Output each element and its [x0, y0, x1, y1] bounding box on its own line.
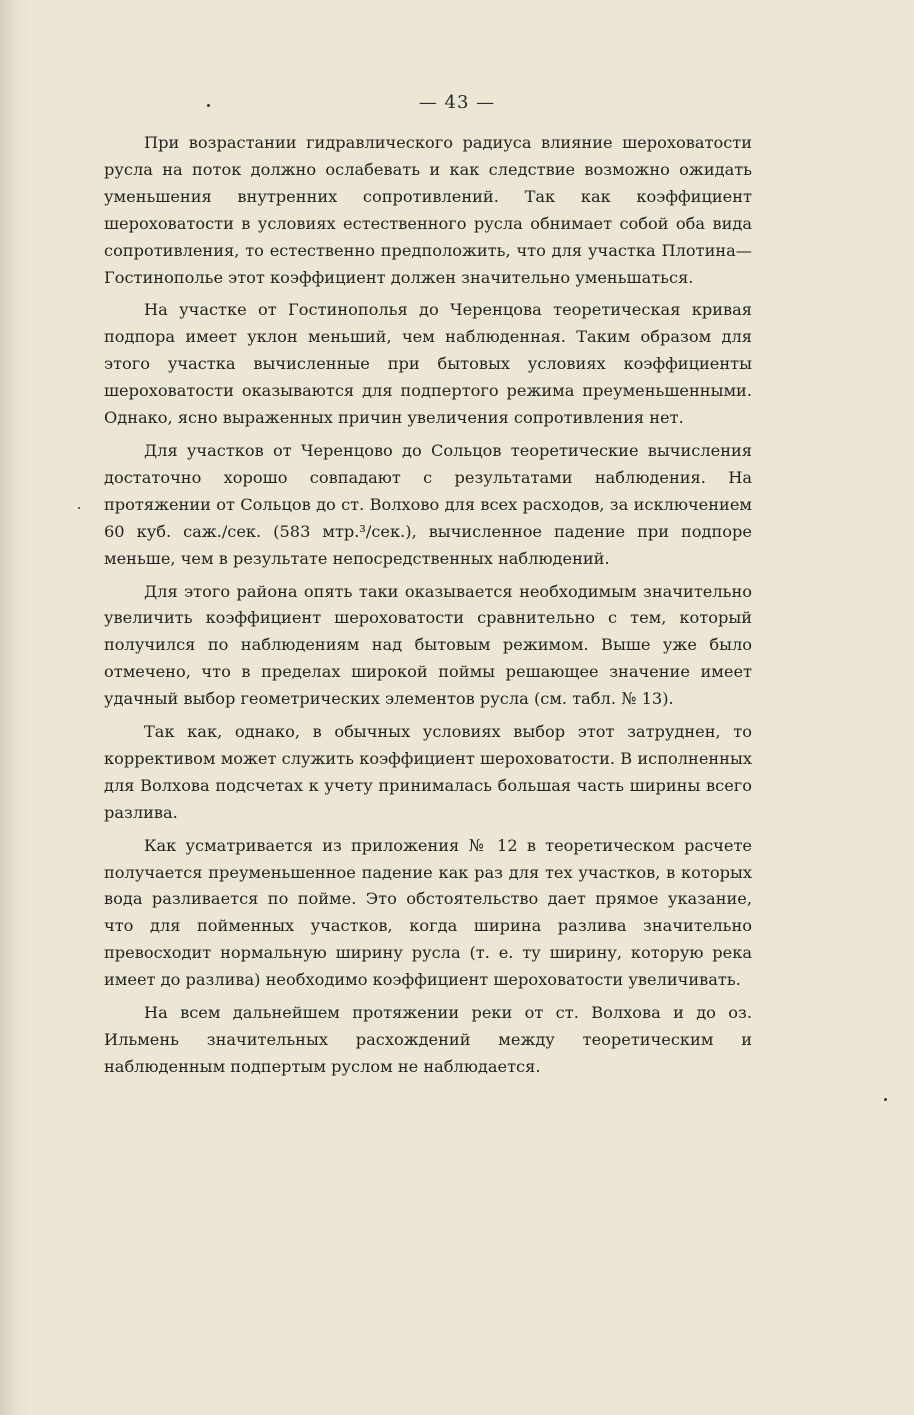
body-text [104, 130, 752, 1087]
paragraph-2: На участке от Гостинополья до Черенцова теоретическая кривая подпора имеет уклон меньший, чем наблюденная. Таким образом для этого участка вычисленные при бытовых условиях коэффициенты шероховатости оказываются для подпертого режима преуменьшенными. Однако, ясно выраженных причин увеличения сопротивления нет. [104, 300, 752, 428]
paragraph-4: Для этого района опять таки оказывается необходимым значительно увеличить коэффициент шероховатости сравнительно с тем, который получился по наблюдениям над бытовым режимом. Выше уже было отмечено, что в пределах широкой поймы решающее значение имеет удачный выбор геометрических элементов русла (см. табл. № 13). [104, 581, 752, 709]
paragraph-7: На всем дальнейшем протяжении реки от ст. Волхова и до оз. Ильмень значительных расхождений между теоретическим и наблюденным подпертым руслом не наблюдается. [104, 1003, 752, 1076]
paragraph-3: Для участков от Черенцово до Сольцов теоретические вычисления достаточно хорошо совпадают с результатами наблюдения. На протяжении от Сольцов до ст. Волхово для всех расходов, за исключением 60 куб. саж./сек. (583 мтр.³/сек.), вычисленное падение при подпоре меньше, чем в результате непосредственных наблюдений. [104, 440, 752, 568]
paragraph-5: Так как, однако, в обычных условиях выбор этот затруднен, то коррективом может служить коэффициент шероховатости. В исполненных для Волхова подсчетах к учету принималась большая часть ширины всего разлива. [104, 722, 752, 822]
paragraph-6: Как усматривается из приложения № 12 в теоретическом расчете получается преуменьшенное падение как раз для тех участков, в которых вода разливается по пойме. Это обстоятельство дает прямое указание, что для пойменных участков, когда ширина разлива значительно превосходит нормальную ширину русла (т. е. ту ширину, которую река имеет до разлива) необходимо коэффициент шероховатости увеличивать. [104, 835, 752, 990]
paragraph-1: При возрастании гидравлического радиуса влияние шероховатости русла на поток должно ослабевать и как следствие возможно ожидать уменьшения внутренних сопротивлений. Так как коэффициент шероховатости в условиях естественного русла обнимает собой оба вида сопротивления, то естественно предположить, что для участка Плотина—Гостинополье этот коэффициент должен значительно уменьшаться. [104, 133, 752, 287]
page-number: — 43 — [418, 92, 496, 113]
ink-speck [884, 1098, 887, 1101]
ink-speck [78, 507, 80, 509]
